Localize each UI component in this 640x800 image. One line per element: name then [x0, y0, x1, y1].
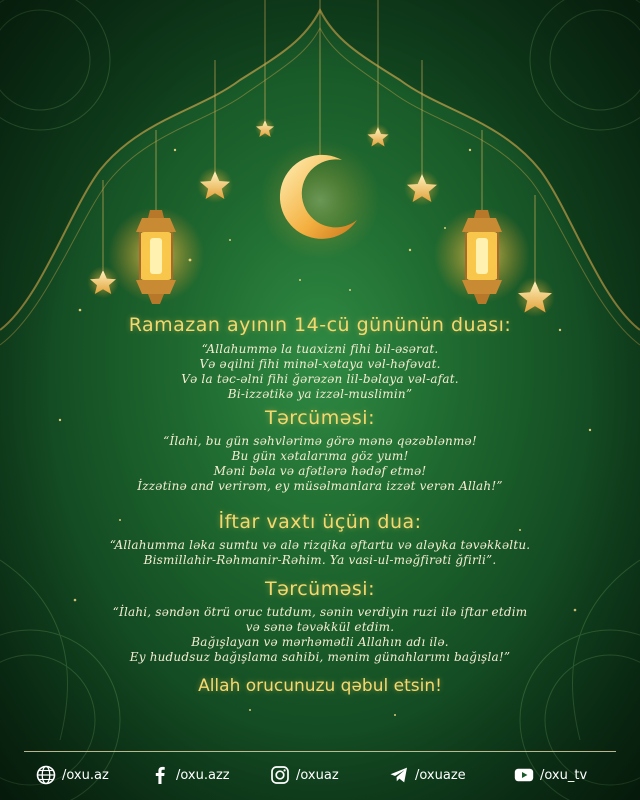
- dua-line: Bi-izzətikə ya izzəl-muslimin”: [227, 387, 413, 401]
- iftar-line: “Allahumma ləka sumtu və alə rizqika əftartu və aləyka təvəkkəltu.: [109, 538, 531, 552]
- translation-line: “İlahi, səndən ötrü oruc tutdum, sənin verdiyin ruzi ilə iftar etdim: [112, 605, 528, 619]
- facebook-handle: /oxu.azz: [176, 767, 230, 783]
- translation-line: Bu gün xətalarıma göz yum!: [231, 449, 409, 463]
- dua-text: [0, 342, 640, 402]
- translation-line: Bağışlayan və mərhəmətli Allahın adı ilə.: [191, 635, 449, 649]
- footer-divider: [24, 751, 616, 752]
- iftar-heading: İftar vaxtı üçün dua:: [218, 511, 422, 533]
- youtube-handle: /oxu_tv: [540, 767, 588, 783]
- web-link[interactable]: [36, 765, 109, 785]
- translation-line: Məni bəla və afətlərə hədəf etmə!: [213, 464, 427, 478]
- translation-heading: Tərcüməsi:: [265, 578, 375, 600]
- facebook-link[interactable]: [150, 765, 230, 785]
- main-heading: Ramazan ayının 14-cü gününün duası:: [128, 314, 512, 336]
- translation-heading: Tərcüməsi:: [265, 407, 375, 429]
- dua-line: “Allahummə la tuaxizni fihi bil-əsərat.: [201, 342, 439, 356]
- instagram-handle: /oxuaz: [296, 767, 339, 783]
- translation-line: İzzətinə and verirəm, ey müsəlmanlara izzət verən Allah!”: [137, 479, 503, 493]
- web-handle: /oxu.az: [62, 767, 109, 783]
- translation-text: [0, 434, 640, 494]
- telegram-icon: [389, 765, 409, 785]
- facebook-icon: [150, 765, 170, 785]
- translation-line: və sənə təvəkkül etdim.: [245, 620, 395, 634]
- social-footer: [0, 745, 640, 800]
- dua-line: Və əqilni fihi minəl-xətaya vəl-həfəvat.: [199, 357, 441, 371]
- youtube-link[interactable]: [514, 765, 587, 785]
- youtube-icon: [514, 765, 534, 785]
- closing-blessing: Allah orucunuzu qəbul etsin!: [198, 676, 442, 696]
- iftar-dua-text: [0, 538, 640, 568]
- iftar-translation-text: [0, 605, 640, 665]
- dua-line: Və la təc-əlni fihi ğərəzən lil-bəlaya vəl-afat.: [181, 372, 459, 386]
- globe-icon: [36, 765, 56, 785]
- translation-line: “İlahi, bu gün səhvlərimə görə mənə qəzəblənmə!: [163, 434, 477, 448]
- telegram-handle: /oxuaze: [415, 767, 466, 783]
- iftar-line: Bismillahir-Rəhmanir-Rəhim. Ya vasi-ul-məğfirəti ğfirli”.: [143, 553, 497, 567]
- instagram-icon: [270, 765, 290, 785]
- instagram-link[interactable]: [270, 765, 339, 785]
- telegram-link[interactable]: [389, 765, 466, 785]
- translation-line: Ey hududsuz bağışlama sahibi, mənim günahlarımı bağışla!”: [129, 650, 511, 664]
